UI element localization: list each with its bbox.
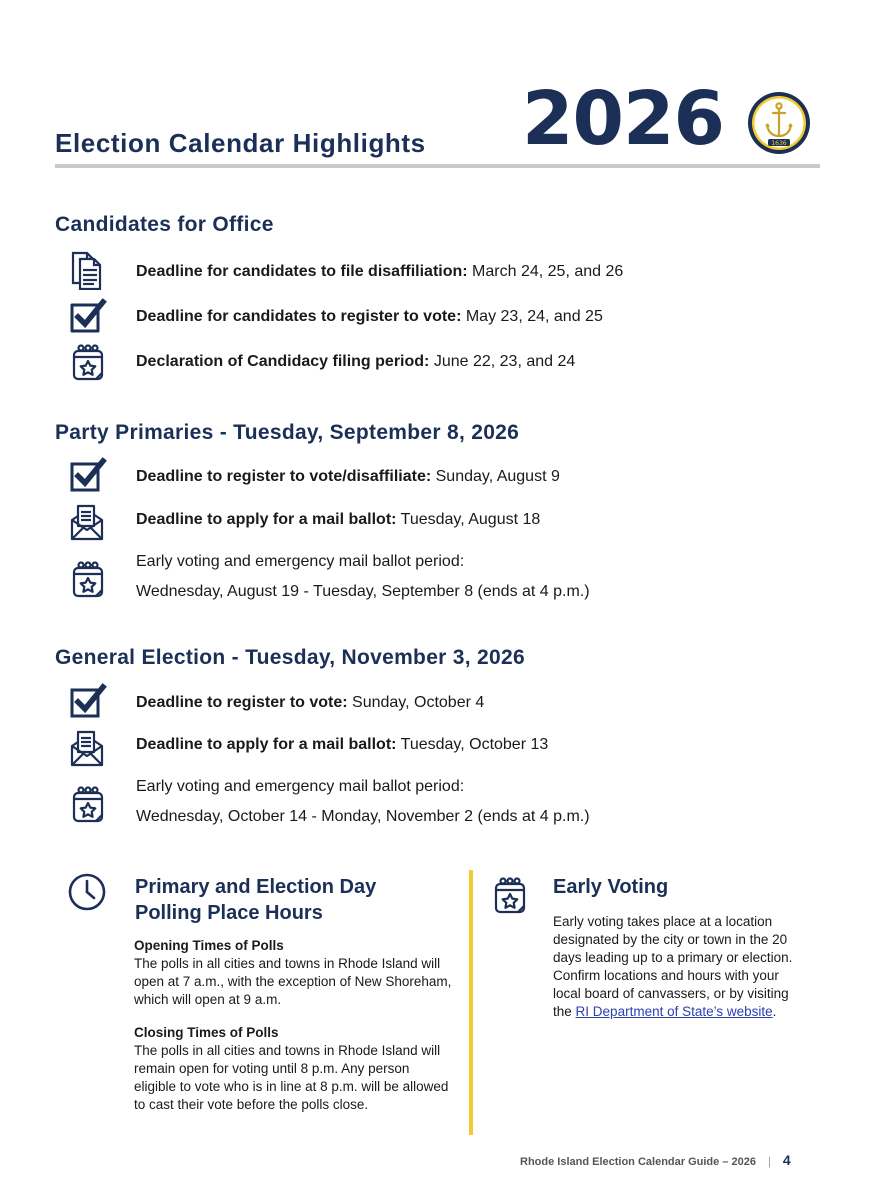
page-number: 4: [782, 1152, 791, 1168]
calendar-icon: [69, 560, 109, 600]
envelope-icon: [68, 728, 108, 768]
opening-times-title: Opening Times of Polls: [134, 938, 284, 953]
opening-times-text: The polls in all cities and towns in Rhode Island will open at 7 a.m., with the exception of New Shoreham, which will open at 9 a.m.: [134, 956, 452, 1007]
clock-icon: [67, 872, 107, 912]
primaries-item-3-value: Wednesday, August 19 - Tuesday, September 8 (ends at 4 p.m.): [136, 583, 590, 600]
primaries-item-3-label: Early voting and emergency mail ballot period:: [136, 553, 465, 570]
primaries-item-1: Deadline to register to vote/disaffiliate: Sunday, August 9: [136, 468, 560, 485]
primaries-item-2: Deadline to apply for a mail ballot: Tuesday, August 18: [136, 511, 541, 528]
general-item-3-value: Wednesday, October 14 - Monday, November 2 (ends at 4 p.m.): [136, 808, 590, 825]
ri-department-of-state-link[interactable]: RI Department of State’s website: [575, 1004, 773, 1019]
page-footer: Rhode Island Election Calendar Guide – 2026 | 4: [520, 1152, 791, 1168]
column-divider: [469, 870, 473, 1135]
closing-times-block: [134, 1024, 452, 1114]
section-heading-candidates: Candidates for Office: [55, 213, 274, 236]
calendar-icon: [491, 876, 531, 916]
general-item-2: Deadline to apply for a mail ballot: Tuesday, October 13: [136, 736, 549, 753]
envelope-icon: [68, 502, 108, 542]
closing-times-text: The polls in all cities and towns in Rhode Island will remain open for voting until 8 p.m. Any person eligible to vote who is in line at 8 p.m. will be allowed to cast their vote before the polls close.: [134, 1043, 449, 1112]
general-item-3-label: Early voting and emergency mail ballot period:: [136, 778, 465, 795]
opening-times-block: [134, 937, 464, 1009]
general-item-1: Deadline to register to vote: Sunday, October 4: [136, 694, 485, 711]
checkbox-icon: [68, 296, 108, 336]
calendar-icon: [69, 785, 109, 825]
closing-times-title: Closing Times of Polls: [134, 1025, 279, 1040]
candidates-item-3: Declaration of Candidacy filing period: June 22, 23, and 24: [136, 353, 576, 370]
checkbox-icon: [68, 681, 108, 721]
section-heading-primaries: Party Primaries - Tuesday, September 8, 2026: [55, 421, 520, 444]
page-title: Election Calendar Highlights: [55, 128, 426, 158]
checkbox-icon: [68, 455, 108, 495]
early-voting-heading: Early Voting: [553, 876, 669, 898]
candidates-item-2: Deadline for candidates to register to vote: May 23, 24, and 25: [136, 308, 603, 325]
early-voting-text: Early voting takes place at a location designated by the city or town in the 20 days leading up to a primary or election. Confirm locations and hours with your local board of canvassers, or by visiting the RI Department of State’s website.: [553, 914, 793, 1019]
document-icon: [68, 250, 108, 290]
section-heading-general: General Election - Tuesday, November 3, 2026: [55, 646, 525, 669]
rhode-island-seal-icon: [747, 91, 811, 155]
candidates-item-1: Deadline for candidates to file disaffiliation: March 24, 25, and 26: [136, 263, 624, 280]
title-divider: [55, 164, 820, 168]
calendar-icon: [69, 343, 109, 383]
seal-year: 1636: [771, 140, 787, 147]
year-heading: 2026: [522, 76, 724, 162]
hours-heading: Primary and Election Day Polling Place Hours: [135, 876, 377, 924]
